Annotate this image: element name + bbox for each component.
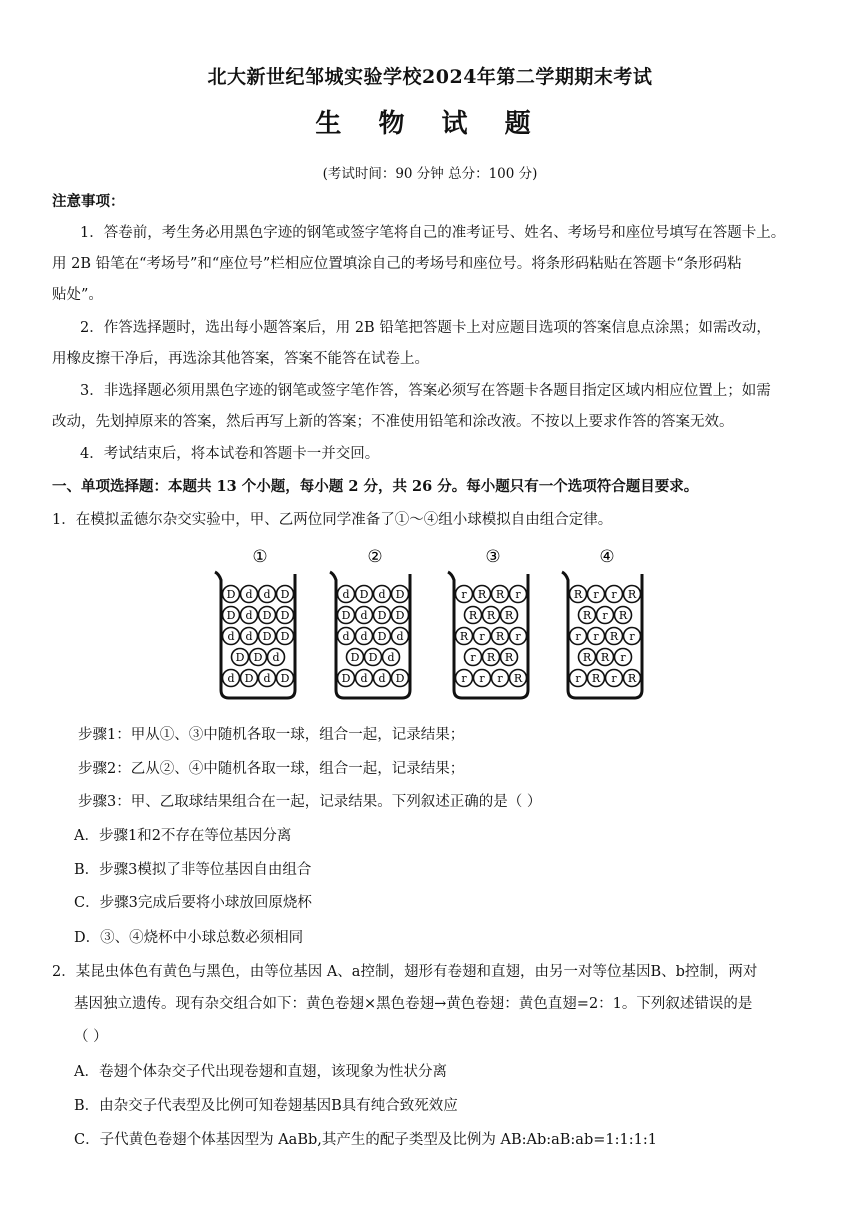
beaker-label: ① (252, 547, 268, 567)
ball-letter: D (280, 672, 290, 685)
ball-letter: r (629, 630, 635, 643)
ball-letter: D (395, 672, 405, 685)
ball-letter: R (495, 588, 505, 601)
ball-letter: D (280, 588, 290, 601)
ball-letter: D (253, 651, 263, 664)
ball-letter: r (515, 630, 521, 643)
note-line: 4．考试结束后，将本试卷和答题卡一并交回。 (80, 446, 380, 462)
beaker-2 (330, 547, 410, 698)
beaker-3 (448, 547, 528, 698)
ball-letter: R (504, 651, 514, 664)
beakers-figure (205, 546, 655, 706)
ball-letter: D (244, 672, 254, 685)
note-line: 用橡皮擦干净后，再选涂其他答案，答案不能答在试卷上。 (52, 351, 429, 367)
ball-letter: D (235, 651, 245, 664)
ball-letter: r (611, 672, 617, 685)
ball-letter: R (591, 672, 601, 685)
ball-letter: D (377, 630, 387, 643)
ball-letter: R (609, 630, 619, 643)
ball-letter: d (342, 588, 350, 601)
ball-letter: D (226, 609, 236, 622)
ball-letter: D (226, 588, 236, 601)
ball-letter: d (227, 630, 235, 643)
ball-letter: d (378, 588, 386, 601)
option-a[interactable]: A．卷翅个体杂交子代出现卷翅和直翅，该现象为性状分离 (74, 1064, 447, 1080)
ball-letter: d (360, 630, 368, 643)
step-line: 步骤1：甲从①、③中随机各取一球，组合一起，记录结果； (78, 727, 465, 743)
ball-letter: R (477, 588, 487, 601)
ball-letter: R (504, 609, 514, 622)
ball-letter: R (513, 672, 523, 685)
ball-letter: R (627, 672, 637, 685)
ball-letter: D (280, 630, 290, 643)
exam-title: 北大新世纪邹城实验学校2024年第二学期期末考试 (207, 66, 653, 88)
ball-letter: d (245, 588, 253, 601)
ball-letter: R (627, 588, 637, 601)
ball-letter: D (350, 651, 360, 664)
beaker-4 (562, 547, 642, 698)
notes-heading: 注意事项： (52, 193, 125, 210)
ball-letter: d (342, 630, 350, 643)
ball-letter: R (486, 651, 496, 664)
ball-letter: r (515, 588, 521, 601)
question-2-stem-line: 基因独立遗传。现有杂交组合如下：黄色卷翅×黑色卷翅→黄色卷翅：黄色直翅=2：1。下列叙述错误的是 (74, 996, 753, 1012)
ball-letter: r (479, 672, 485, 685)
ball-letter: D (262, 630, 272, 643)
note-line: 1．答卷前，考生务必用黑色字迹的钢笔或签字笔将自己的准考证号、姓名、考场号和座位号填写在答题卡上。 (80, 225, 786, 241)
option-b[interactable]: B．步骤3模拟了非等位基因自由组合 (74, 862, 312, 878)
beaker-label: ③ (485, 547, 501, 567)
ball-letter: D (280, 609, 290, 622)
beaker-label: ② (367, 547, 383, 567)
ball-letter: R (600, 651, 610, 664)
option-c[interactable]: C．步骤3完成后要将小球放回原烧杯 (74, 895, 312, 911)
note-line: 用 2B 铅笔在“考场号”和“座位号”栏相应位置填涂自己的考场号和座位号。将条形码粘贴在答题卡“条形码粘 (52, 256, 742, 272)
ball-letter: d (360, 609, 368, 622)
option-b[interactable]: B．由杂交子代表型及比例可知卷翅基因B具有纯合致死效应 (74, 1098, 458, 1114)
ball-letter: R (486, 609, 496, 622)
ball-letter: r (470, 651, 476, 664)
ball-letter: d (396, 630, 404, 643)
ball-letter: r (593, 630, 599, 643)
note-line: 3．非选择题必须用黑色字迹的钢笔或签字笔作答，答案必须写在答题卡各题目指定区域内相应位置上；如需 (80, 383, 771, 399)
question-2-answer-bracket: （ ） (74, 1029, 108, 1045)
ball-letter: R (582, 651, 592, 664)
section-heading: 一、单项选择题：本题共 13 个小题，每小题 2 分，共 26 分。每小题只有一个选项符合题目要求。 (52, 478, 699, 495)
ball-letter: R (468, 609, 478, 622)
ball-letter: r (575, 672, 581, 685)
beaker-label: ④ (599, 547, 615, 567)
ball-letter: D (262, 609, 272, 622)
note-line: 改动，先划掉原来的答案，然后再写上新的答案；不准使用铅笔和涂改液。不按以上要求作答的答案无效。 (52, 414, 734, 430)
step-line: 步骤3：甲、乙取球结果组合在一起，记录结果。下列叙述正确的是（ ） (78, 794, 542, 810)
subject-title: 生 物 试 题 (315, 109, 545, 139)
ball-letter: D (359, 588, 369, 601)
ball-letter: d (272, 651, 280, 664)
ball-letter: r (497, 672, 503, 685)
ball-letter: r (461, 672, 467, 685)
ball-letter: r (620, 651, 626, 664)
ball-letter: D (341, 672, 351, 685)
ball-letter: r (479, 630, 485, 643)
note-line: 2．作答选择题时，选出每小题答案后，用 2B 铅笔把答题卡上对应题目选项的答案信息点涂黑；如需改动， (80, 320, 771, 336)
ball-letter: d (263, 588, 271, 601)
question-1-stem: 1．在模拟孟德尔杂交实验中，甲、乙两位同学准备了①～④组小球模拟自由组合定律。 (52, 512, 613, 528)
ball-letter: R (618, 609, 628, 622)
ball-letter: d (263, 672, 271, 685)
ball-letter: R (582, 609, 592, 622)
ball-letter: D (368, 651, 378, 664)
ball-letter: R (573, 588, 583, 601)
ball-letter: D (377, 609, 387, 622)
ball-letter: R (495, 630, 505, 643)
ball-letter: r (461, 588, 467, 601)
beakers-diagram (205, 546, 655, 706)
beaker-1 (215, 547, 295, 698)
option-a[interactable]: A．步骤1和2不存在等位基因分离 (74, 828, 292, 844)
ball-letter: d (378, 672, 386, 685)
ball-letter: d (227, 672, 235, 685)
ball-letter: d (245, 609, 253, 622)
step-line: 步骤2：乙从②、④中随机各取一球，组合一起，记录结果； (78, 761, 465, 777)
option-c[interactable]: C．子代黄色卷翅个体基因型为 AaBb,其产生的配子类型及比例为 AB:Ab:aB:ab=1:1:1:1 (74, 1132, 657, 1148)
ball-letter: R (459, 630, 469, 643)
ball-letter: d (245, 630, 253, 643)
ball-letter: d (360, 672, 368, 685)
ball-letter: r (593, 588, 599, 601)
ball-letter: r (602, 609, 608, 622)
option-d[interactable]: D．③、④烧杯中小球总数必须相同 (74, 930, 304, 946)
question-2-stem-line: 2．某昆虫体色有黄色与黑色，由等位基因 A、a控制，翅形有卷翅和直翅，由另一对等位基因B、b控制，两对 (52, 964, 758, 980)
ball-letter: r (575, 630, 581, 643)
ball-letter: D (341, 609, 351, 622)
ball-letter: r (611, 588, 617, 601)
ball-letter: D (395, 609, 405, 622)
note-line: 贴处”。 (52, 287, 103, 303)
exam-info: (考试时间：90 分钟 总分：100 分) (322, 166, 538, 182)
ball-letter: d (387, 651, 395, 664)
ball-letter: D (395, 588, 405, 601)
